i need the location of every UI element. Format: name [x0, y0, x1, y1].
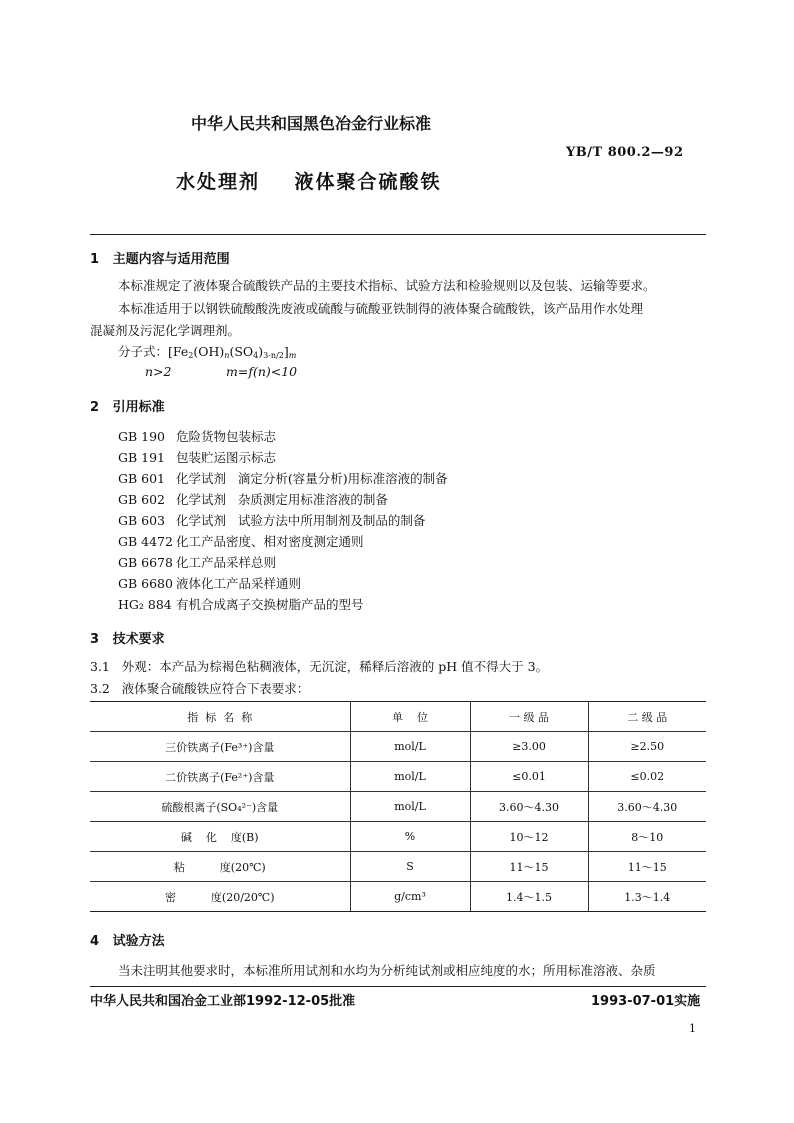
- table-cell: mol/L: [350, 762, 470, 792]
- column-header: 二 级 品: [588, 702, 706, 732]
- table-cell: ≥3.00: [470, 732, 588, 762]
- molecular-formula: 分子式：$[Fe_2(OH)_n(SO_4)_{3-n/2}]_m$: [118, 344, 297, 360]
- table-cell: 硫酸根离子(SO₄²⁻)含量: [90, 792, 350, 822]
- table-cell: 碱 化 度(B): [90, 822, 350, 852]
- section-1-title: 1 主题内容与适用范围: [90, 252, 230, 267]
- reference-item: GB 4472 化工产品密度、相对密度测定通则: [118, 534, 364, 549]
- document-title: 水处理剂 液体聚合硫酸铁: [176, 171, 442, 193]
- page-number: 1: [689, 1022, 696, 1035]
- table-row: [90, 822, 706, 852]
- requirement-table-intro: 3.2 液体聚合硫酸铁应符合下表要求：: [90, 681, 310, 696]
- formula-condition-m: m=f(n)<10: [226, 364, 298, 379]
- reference-item: GB 601 化学试剂 滴定分析(容量分析)用标准溶液的制备: [118, 471, 448, 486]
- table-cell: ≤0.01: [470, 762, 588, 792]
- table-cell: 11～15: [588, 852, 706, 882]
- formula-label: 分子式：: [118, 344, 169, 359]
- table-cell: 1.3～1.4: [588, 882, 706, 912]
- table-cell: 10～12: [470, 822, 588, 852]
- table-cell: mol/L: [350, 792, 470, 822]
- org-title: 中华人民共和国黑色冶金行业标准: [191, 114, 432, 133]
- reference-item: GB 191 包装贮运图示标志: [118, 450, 277, 465]
- specification-table: [90, 701, 706, 912]
- table-row: [90, 792, 706, 822]
- section-3-title: 3 技术要求: [90, 632, 165, 647]
- table-cell: 8～10: [588, 822, 706, 852]
- table-cell: 3.60～4.30: [588, 792, 706, 822]
- reference-item: GB 602 化学试剂 杂质测定用标准溶液的制备: [118, 492, 388, 507]
- header-divider: [90, 234, 706, 235]
- approval-statement: 中华人民共和国冶金工业部1992-12-05批准: [90, 994, 356, 1009]
- table-cell: mol/L: [350, 732, 470, 762]
- table-cell: 二价铁离子(Fe²⁺)含量: [90, 762, 350, 792]
- table-cell: ≥2.50: [588, 732, 706, 762]
- reference-item: HG₂ 884 有机合成离子交换树脂产品的型号: [118, 597, 364, 612]
- reference-item: GB 6678 化工产品采样总则: [118, 555, 277, 570]
- table-row: [90, 882, 706, 912]
- table-cell: 粘 度(20℃): [90, 852, 350, 882]
- reference-item: GB 603 化学试剂 试验方法中所用制剂及制品的制备: [118, 513, 426, 528]
- table-row: [90, 732, 706, 762]
- section-2-title: 2 引用标准: [90, 400, 165, 415]
- table-cell: ≤0.02: [588, 762, 706, 792]
- table-row: [90, 762, 706, 792]
- table-cell: 3.60～4.30: [470, 792, 588, 822]
- section-4-title: 4 试验方法: [90, 934, 165, 949]
- standard-number: YB/T 800.2—92: [566, 145, 684, 160]
- requirement-appearance: 3.1 外观：本产品为棕褐色粘稠液体，无沉淀，稀释后溶液的 pH 值不得大于 3。: [90, 659, 549, 674]
- column-header: 一 级 品: [470, 702, 588, 732]
- footer-divider: [90, 986, 706, 987]
- table-cell: 1.4～1.5: [470, 882, 588, 912]
- table-cell: S: [350, 852, 470, 882]
- reference-item: GB 190 危险货物包装标志: [118, 429, 277, 444]
- table-cell: %: [350, 822, 470, 852]
- table-cell: 三价铁离子(Fe³⁺)含量: [90, 732, 350, 762]
- section-1-paragraph-2: 本标准适用于以钢铁硫酸酸洗废液或硫酸与硫酸亚铁制得的液体聚合硫酸铁，该产品用作水处理: [118, 301, 644, 316]
- effective-date: 1993-07-01实施: [591, 994, 701, 1009]
- section-1-paragraph-1: 本标准规定了液体聚合硫酸铁产品的主要技术指标、试验方法和检验规则以及包装、运输等要求。: [118, 278, 656, 293]
- column-header: 单 位: [350, 702, 470, 732]
- table-header-row: [90, 702, 706, 732]
- table-row: [90, 852, 706, 882]
- table-cell: 11～15: [470, 852, 588, 882]
- column-header: 指 标 名 称: [90, 702, 350, 732]
- table-cell: 密 度(20/20℃): [90, 882, 350, 912]
- table-cell: g/cm³: [350, 882, 470, 912]
- formula-condition-n: n>2: [145, 364, 172, 379]
- reference-item: GB 6680 液体化工产品采样通则: [118, 576, 302, 591]
- section-4-paragraph-1: 当未注明其他要求时，本标准所用试剂和水均为分析纯试剂或相应纯度的水；所用标准溶液、杂质: [118, 963, 656, 978]
- section-1-paragraph-2-cont: 混凝剂及污泥化学调理剂。: [90, 323, 241, 338]
